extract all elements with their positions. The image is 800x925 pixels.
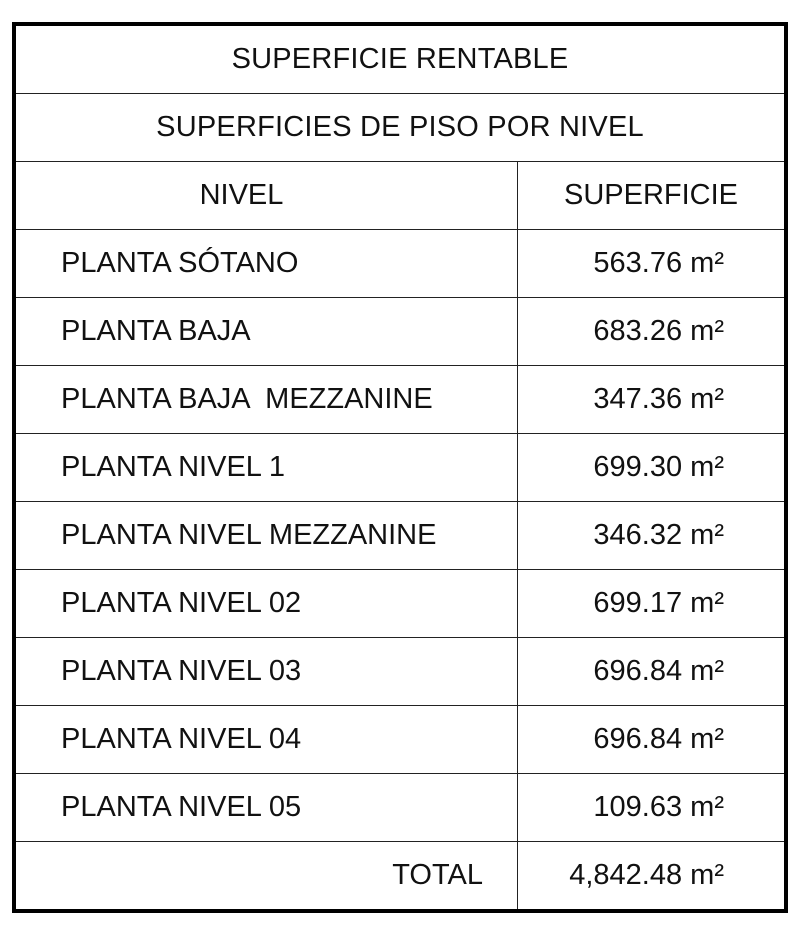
level-area: 683.26 m²	[593, 315, 724, 347]
level-name: PLANTA BAJA MEZZANINE	[16, 366, 518, 433]
level-area: 346.32 m²	[593, 519, 724, 551]
level-name: PLANTA NIVEL MEZZANINE	[16, 502, 518, 569]
column-header-area: SUPERFICIE	[563, 179, 739, 211]
level-name: PLANTA NIVEL 02	[16, 570, 518, 637]
level-area: 699.30 m²	[593, 451, 724, 483]
area-table	[12, 22, 788, 913]
table-subtitle: SUPERFICIES DE PISO POR NIVEL	[156, 111, 644, 143]
table-subtitle-row	[16, 94, 784, 162]
level-area: 696.84 m²	[593, 723, 724, 755]
table-row	[16, 774, 784, 842]
table-row	[16, 366, 784, 434]
table-row	[16, 434, 784, 502]
table-row	[16, 502, 784, 570]
total-label: TOTAL	[16, 842, 518, 909]
table-row	[16, 298, 784, 366]
table-title-row	[16, 26, 784, 94]
level-area: 347.36 m²	[593, 383, 724, 415]
level-name: PLANTA SÓTANO	[16, 230, 518, 297]
column-header-level: NIVEL	[16, 162, 518, 229]
level-name: PLANTA NIVEL 05	[16, 774, 518, 841]
level-name: PLANTA BAJA	[16, 298, 518, 365]
table-row	[16, 638, 784, 706]
total-area: 4,842.48 m²	[569, 859, 724, 891]
table-row	[16, 706, 784, 774]
level-area: 699.17 m²	[593, 587, 724, 619]
level-area: 563.76 m²	[593, 247, 724, 279]
level-area: 109.63 m²	[593, 791, 724, 823]
level-area: 696.84 m²	[593, 655, 724, 687]
level-name: PLANTA NIVEL 1	[16, 434, 518, 501]
total-row	[16, 842, 784, 909]
table-row	[16, 230, 784, 298]
table-title: SUPERFICIE RENTABLE	[231, 43, 569, 75]
table-row	[16, 570, 784, 638]
level-name: PLANTA NIVEL 03	[16, 638, 518, 705]
column-header-row	[16, 162, 784, 230]
level-name: PLANTA NIVEL 04	[16, 706, 518, 773]
